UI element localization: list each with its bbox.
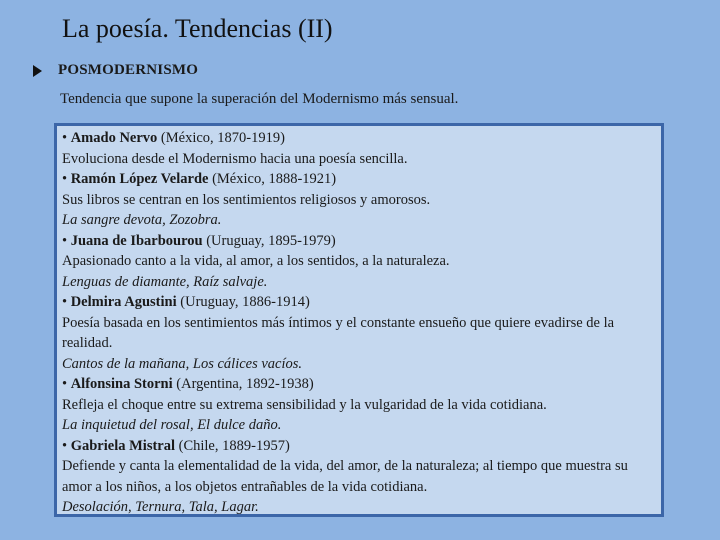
author-works: Cantos de la mañana, Los cálices vacíos. bbox=[62, 355, 303, 372]
author-description: Apasionado canto a la vida, al amor, a los sentidos, a la naturaleza. bbox=[62, 253, 450, 269]
bullet: • bbox=[62, 232, 68, 249]
author-name: Amado Nervo bbox=[70, 130, 158, 146]
author-entry bbox=[62, 231, 661, 252]
author-description: Poesía basada en los sentimientos más íntimos y el constante ensueño que quiere evadirse de la realidad. bbox=[62, 314, 615, 351]
author-details: (Uruguay, 1886-1914) bbox=[176, 294, 310, 310]
bullet: • bbox=[62, 294, 68, 310]
author-works: Lenguas de diamante, Raíz salvaje. bbox=[62, 273, 268, 290]
author-entry bbox=[62, 128, 661, 149]
section-heading: POSMODERNISMO bbox=[58, 62, 199, 78]
author-description: Sus libros se centran en los sentimientos religiosos y amorosos. bbox=[62, 191, 431, 208]
authors-box bbox=[54, 123, 664, 517]
author-description: Refleja el choque entre su extrema sensibilidad y la vulgaridad de la vida cotidiana. bbox=[62, 396, 547, 413]
author-description: Evoluciona desde el Modernismo hacia una poesía sencilla. bbox=[62, 150, 408, 167]
author-works: La inquietud del rosal, El dulce daño. bbox=[62, 417, 282, 433]
bullet: • bbox=[62, 437, 68, 454]
arrow-bullet-icon bbox=[33, 65, 42, 77]
author-details: (Argentina, 1892-1938) bbox=[172, 376, 314, 392]
author-name: Gabriela Mistral bbox=[70, 437, 175, 454]
section-bullet bbox=[33, 62, 198, 79]
author-details: (Chile, 1889-1957) bbox=[175, 437, 290, 454]
bullet: • bbox=[62, 130, 68, 146]
author-details: (México, 1888-1921) bbox=[208, 171, 337, 187]
author-name: Delmira Agustini bbox=[70, 294, 177, 310]
author-details: (Uruguay, 1895-1979) bbox=[202, 232, 336, 249]
bullet: • bbox=[62, 171, 68, 187]
author-description: Defiende y canta la elementalidad de la vida, del amor, de la naturaleza; al tiempo que muestra su amor a los niños, a los objetos entrañables de la vida cotidiana. bbox=[62, 458, 628, 495]
author-name: Alfonsina Storni bbox=[70, 376, 173, 392]
author-name: Ramón López Velarde bbox=[70, 171, 209, 187]
author-works: La sangre devota, Zozobra. bbox=[62, 212, 222, 228]
section-description: Tendencia que supone la superación del Modernismo más sensual. bbox=[60, 91, 459, 107]
slide-title: La poesía. Tendencias (II) bbox=[62, 14, 333, 43]
author-entry bbox=[62, 374, 661, 395]
bullet: • bbox=[62, 376, 68, 392]
author-entry bbox=[62, 292, 661, 313]
author-name: Juana de Ibarbourou bbox=[70, 232, 203, 249]
author-entry bbox=[62, 436, 661, 457]
author-details: (México, 1870-1919) bbox=[157, 130, 285, 146]
author-works: Desolación, Ternura, Tala, Lagar. bbox=[62, 499, 259, 515]
author-entry bbox=[62, 169, 661, 190]
